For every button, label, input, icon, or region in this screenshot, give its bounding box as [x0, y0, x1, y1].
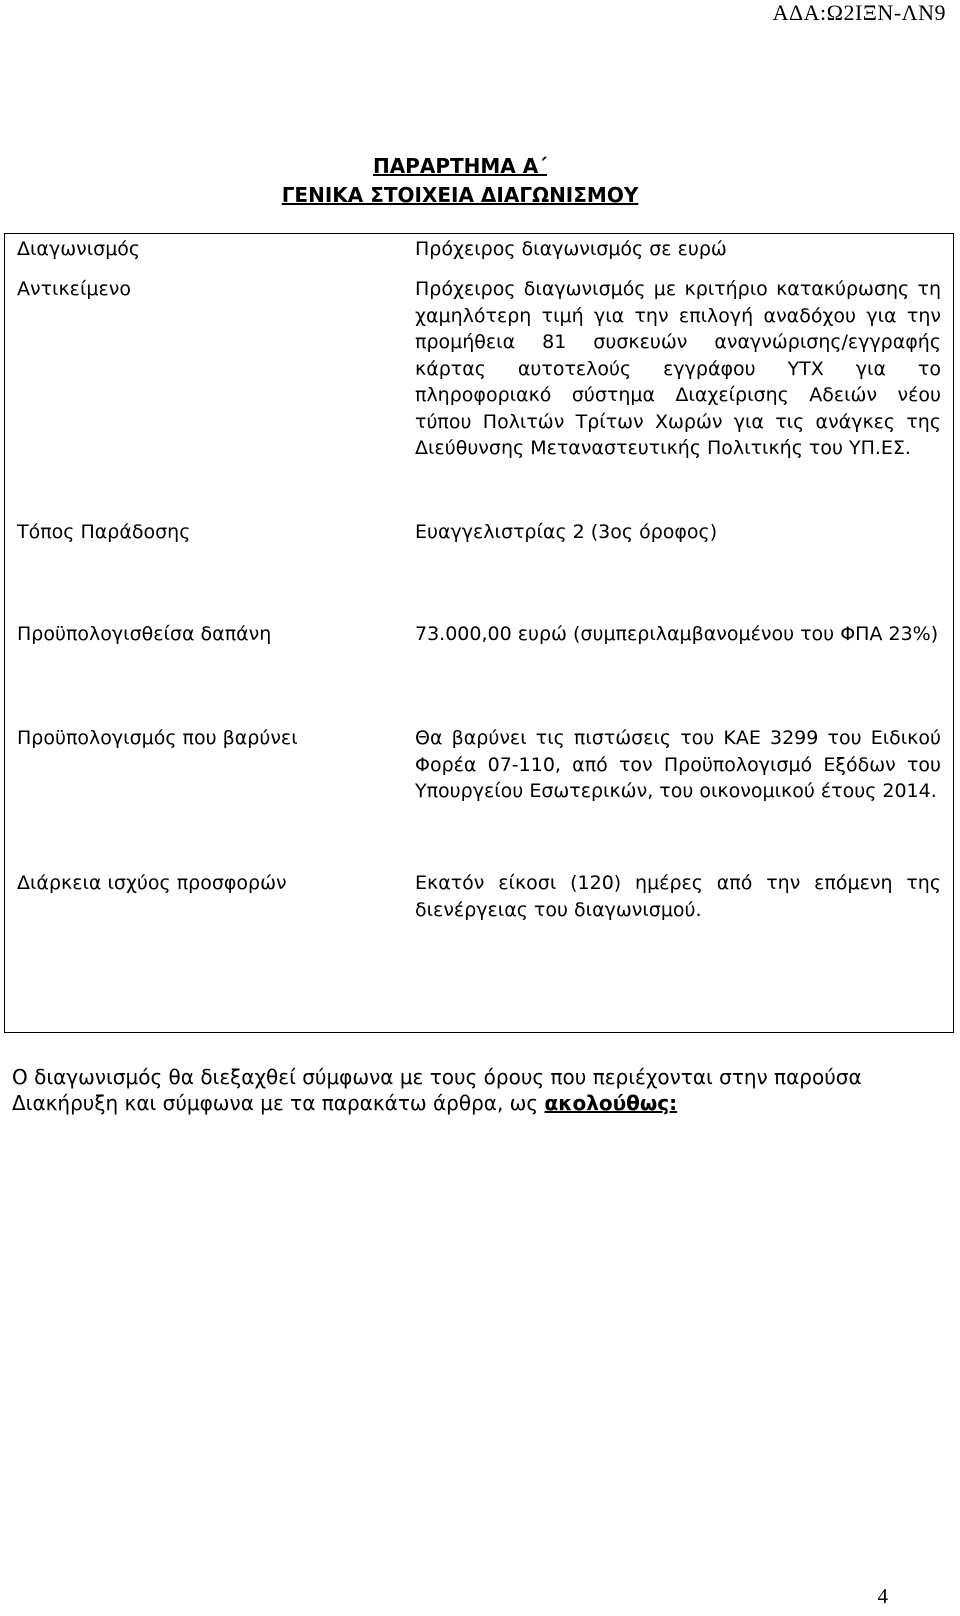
general-info-table — [4, 233, 954, 1033]
value-delivery-place: Ευαγγελιστρίας 2 (3ος όροφος) — [415, 521, 718, 543]
annex-title: ΠΑΡΑΡΤΗΜΑ Α΄ — [372, 154, 548, 178]
closing-paragraph — [12, 1064, 942, 1116]
value-subject: Πρόχειρος διαγωνισμός με κριτήριο κατακύρωσης τη χαμηλότερη τιμή για την επιλογή αναδόχου για την προμήθεια 81 συσκευών αναγνώρισης/εγγραφής κάρτας αυτοτελούς εγγράφου ΥΤΧ για το πληροφοριακό σύστημα Διαχείρισης Αδειών νέου τύπου Πολιτών Τρίτων Χωρών για τις ανάγκες της Διεύθυνσης Μεταναστευτικής Πολιτικής του ΥΠ.ΕΣ. — [415, 278, 941, 459]
value-offer-validity: Εκατόν είκοσι (120) ημέρες από την επόμενη της διενέργειας του διαγωνισμού. — [415, 872, 941, 921]
label-budget: Προϋπολογισμός που βαρύνει — [17, 727, 298, 749]
closing-text: Ο διαγωνισμός θα διεξαχθεί σύμφωνα με τους όρους που περιέχονται στην παρούσα Διακήρυξη και σύμφωνα με τα παρακάτω άρθρα, ως — [12, 1065, 862, 1115]
annex-subtitle: ΓΕΝΙΚΑ ΣΤΟΙΧΕΙΑ ΔΙΑΓΩΝΙΣΜΟΥ — [281, 183, 639, 207]
value-competition: Πρόχειρος διαγωνισμός σε ευρώ — [415, 238, 727, 260]
value-estimated-cost: 73.000,00 ευρώ (συμπεριλαμβανομένου του ΦΠΑ 23%) — [415, 623, 939, 645]
label-estimated-cost: Προϋπολογισθείσα δαπάνη — [17, 623, 272, 645]
label-delivery-place: Τόπος Παράδοσης — [17, 521, 191, 543]
ada-code: ΑΔΑ:Ω2ΙΞΝ-ΛΝ9 — [772, 0, 946, 25]
label-offer-validity: Διάρκεια ισχύος προσφορών — [17, 872, 287, 894]
label-competition: Διαγωνισμός — [17, 238, 141, 260]
label-subject: Αντικείμενο — [17, 278, 131, 300]
page-number: 4 — [877, 1584, 888, 1608]
closing-bold-end: ακολούθως: — [544, 1091, 678, 1115]
value-budget: Θα βαρύνει τις πιστώσεις του ΚΑΕ 3299 του Ειδικού Φορέα 07-110, από τον Προϋπολογισμό Εξόδων του Υπουργείου Εσωτερικών, του οικονομικού έτους 2014. — [415, 727, 941, 802]
